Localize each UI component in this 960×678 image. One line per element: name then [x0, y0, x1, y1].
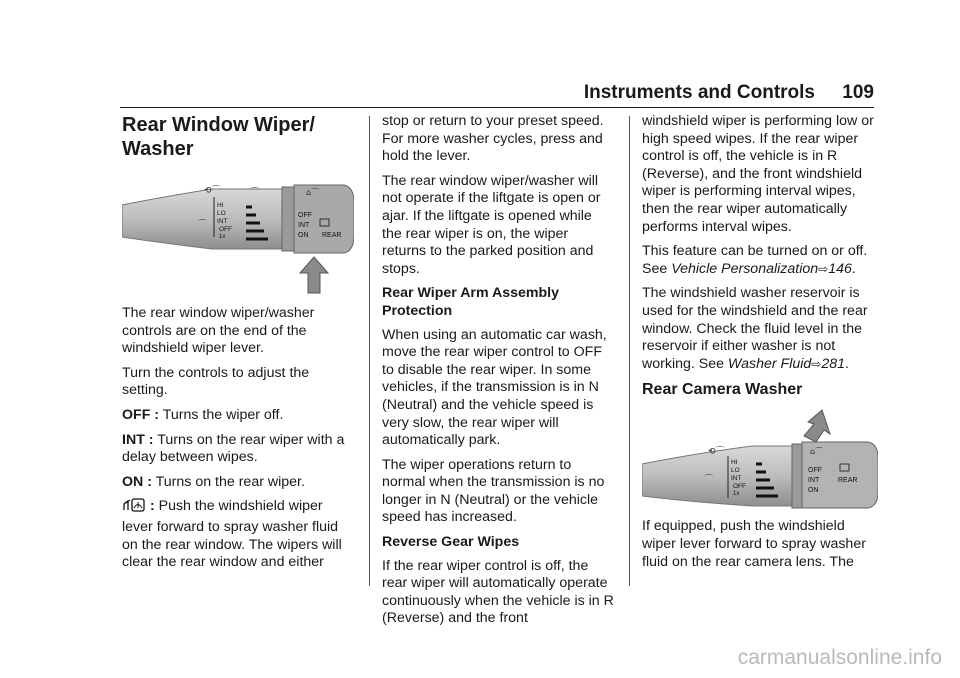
- text: .: [851, 260, 856, 277]
- lever-label-off: OFF: [219, 226, 232, 233]
- page-ref[interactable]: 146: [828, 260, 852, 277]
- subheading-arm-protection: Rear Wiper Arm Assembly Protection: [382, 285, 560, 319]
- lever-label-off: OFF: [733, 483, 746, 491]
- cap-label-int: INT: [298, 222, 310, 229]
- ref-arrow-icon: ⇨: [811, 356, 822, 371]
- svg-text:⟲⌒: ⟲⌒: [204, 186, 221, 196]
- pointer-arrow-icon: [804, 410, 830, 442]
- desc-int: Turns on the rear wiper with a delay between wipes.: [122, 431, 345, 466]
- wiper-lever-illustration: [122, 175, 354, 295]
- svg-text:⌒: ⌒: [704, 475, 714, 486]
- lever-label-lo: LO: [217, 210, 226, 217]
- header-rule: [120, 107, 874, 108]
- column-1: [122, 113, 354, 579]
- term-on: ON :: [122, 473, 152, 490]
- pointer-arrow-icon: [300, 257, 328, 293]
- paragraph: When using an automatic car wash, move the rear wiper control to OFF to disable the rear wiper. In some vehicles, if the transmission is in N (Neutral) and the vehicle speed is very slow, the rear wiper will automatically park.: [382, 326, 607, 449]
- section-title: Instruments and Controls: [583, 82, 815, 103]
- lever-label-int: INT: [217, 218, 228, 225]
- paragraph: The rear window wiper/washer controls are on the end of the windshield wiper lever.: [122, 305, 315, 357]
- desc-on: Turns on the rear wiper.: [151, 473, 305, 490]
- term-washer: :: [146, 498, 155, 515]
- link-vehicle-personalization[interactable]: Vehicle Personalization: [671, 260, 819, 277]
- svg-text:⌂⌒: ⌂⌒: [810, 447, 824, 457]
- svg-text:⌂⌒: ⌂⌒: [306, 188, 320, 197]
- lever-label-1x: 1x: [733, 491, 740, 498]
- paragraph: The rear window wiper/washer will not operate if the liftgate is open or ajar. If the liftgate is opened while the rear wiper is on, the wiper returns to the parked position and stops.: [382, 172, 601, 277]
- term-int: INT :: [122, 431, 154, 448]
- column-2: [382, 113, 614, 635]
- paragraph: Turn the controls to adjust the setting.: [122, 364, 310, 399]
- lever-label-int: INT: [731, 475, 742, 483]
- text: .: [845, 355, 849, 372]
- watermark: carmanualsonline.info: [737, 646, 942, 669]
- svg-text:⌒: ⌒: [198, 220, 208, 230]
- paragraph: windshield wiper is performing low or high speed wipes. If the rear wiper control is off, the vehicle is in R (Reverse), and the front windshield wiper is performing interval wipes, then the rear wiper automatically performs interval wipes.: [642, 113, 874, 235]
- paragraph: If equipped, push the windshield wiper lever forward to spray washer fluid on the rear camera lens. The: [642, 518, 866, 570]
- camera-washer-lever-illustration: [642, 406, 878, 510]
- page-number: 109: [842, 82, 874, 103]
- cap-label-rear: REAR: [838, 477, 858, 485]
- svg-text:⟲⌒: ⟲⌒: [708, 447, 725, 458]
- cap-label-int: INT: [808, 477, 820, 485]
- page-header: [0, 78, 960, 108]
- term-off: OFF :: [122, 406, 160, 423]
- definition-int: [122, 432, 354, 467]
- definition-on: [122, 474, 354, 492]
- text: This feature can be turned on or off. See: [642, 243, 868, 277]
- lever-label-1x: 1x: [219, 234, 226, 240]
- subheading-reverse-gear: Reverse Gear Wipes: [382, 534, 520, 551]
- camera-washer-figure: [642, 406, 878, 510]
- cap-label-off: OFF: [298, 212, 312, 219]
- heading-rear-window-wiper: Rear Window Wiper/ Washer: [122, 114, 315, 160]
- column-3: [642, 113, 878, 578]
- text: The windshield washer reservoir is used for the windshield and the rear window. Check the fluid level in the reservoir if either washer is not working. See: [642, 285, 868, 372]
- ref-arrow-icon: ⇨: [818, 261, 829, 276]
- cap-label-on: ON: [808, 487, 819, 495]
- lever-label-hi: HI: [217, 202, 224, 209]
- cap-label-on: ON: [298, 232, 309, 239]
- lever-label-lo: LO: [731, 467, 740, 475]
- paragraph: stop or return to your preset speed. For more washer cycles, press and hold the lever.: [382, 113, 604, 165]
- rear-washer-icon: [122, 498, 146, 519]
- column-divider: [629, 116, 630, 586]
- paragraph-reservoir: [642, 285, 878, 373]
- svg-text:⌒: ⌒: [250, 188, 260, 198]
- paragraph: If the rear wiper control is off, the rear wiper will automatically operate continuously when the vehicle is in R (Reverse) and the front: [382, 557, 614, 627]
- paragraph-personalization: [642, 243, 878, 278]
- paragraph: The wiper operations return to normal when the transmission is no longer in N (Neutral) or the vehicle speed has increased.: [382, 456, 605, 526]
- page-ref[interactable]: 281: [821, 355, 846, 372]
- desc-off: Turns the wiper off.: [159, 406, 284, 423]
- desc-washer: Push the windshield wiper lever forward to spray washer fluid on the rear window. The wipers will clear the rear window and either: [122, 498, 342, 571]
- column-divider: [369, 116, 370, 586]
- cap-label-off: OFF: [808, 467, 822, 475]
- heading-rear-camera-washer: Rear Camera Washer: [642, 381, 803, 399]
- cap-label-rear: REAR: [322, 232, 342, 239]
- definition-washer: [122, 498, 354, 571]
- wiper-lever-figure: [122, 175, 354, 295]
- definition-off: [122, 407, 354, 425]
- link-washer-fluid[interactable]: Washer Fluid: [727, 355, 812, 372]
- lever-label-hi: HI: [731, 459, 738, 467]
